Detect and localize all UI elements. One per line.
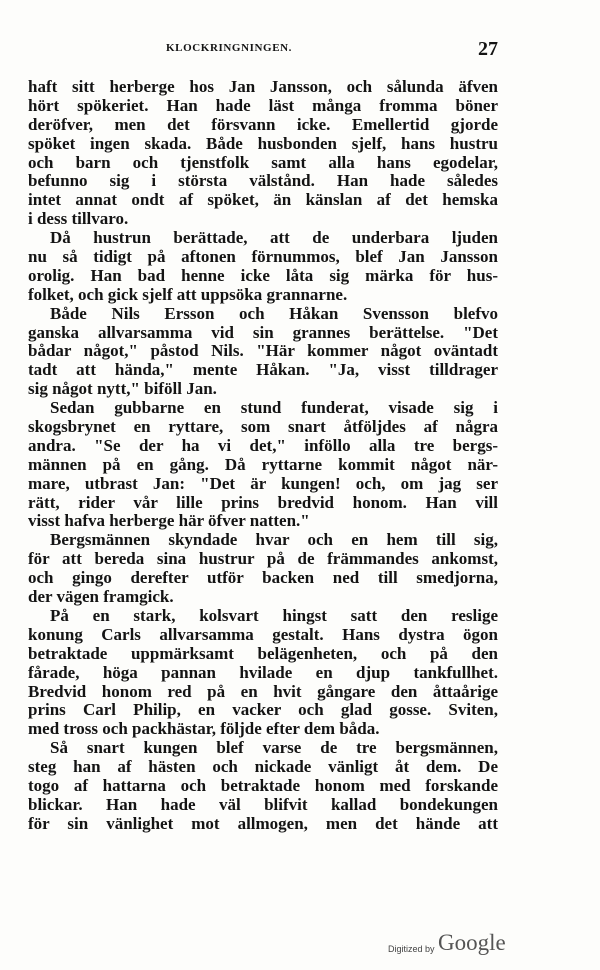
- text-line: blickar. Han hade väl blifvit kallad bondekungen: [28, 794, 498, 814]
- text-line: för sin vänlighet mot allmogen, men det hände att: [28, 813, 498, 833]
- text-line: der vägen framgick.: [28, 587, 174, 607]
- text-line: deröfver, men det försvann icke. Emellertid gjorde: [28, 114, 498, 134]
- body-text: [28, 78, 498, 834]
- text-line: haft sitt herberge hos Jan Jansson, och sålunda äfven: [28, 77, 498, 96]
- text-line: Så snart kungen blef varse de tre bergsmännen,: [50, 738, 498, 758]
- text-line: sig något nytt," biföll Jan.: [28, 379, 217, 399]
- text-line: konung Carls allvarsamma gestalt. Hans dystra ögon: [28, 624, 498, 644]
- google-logo: Google: [438, 930, 506, 955]
- text-line: togo af hattarna och betraktade honom med forskande: [28, 775, 498, 795]
- text-line: fårade, höga pannan hvilade en djup tankfullhet.: [28, 662, 498, 682]
- text-line: för att bereda sina hustrur på de främmandes ankomst,: [28, 549, 498, 569]
- text-line: Då hustrun berättade, att de underbara ljuden: [50, 228, 498, 248]
- text-line: Bergsmännen skyndade hvar och en hem till sig,: [50, 530, 498, 550]
- text-line: ganska allvarsamma vid sin grannes berättelse. "Det: [28, 322, 498, 342]
- digitized-by-label: Digitized by: [388, 944, 435, 954]
- text-line: och barn och tjenstfolk samt alla hans egodelar,: [28, 152, 498, 172]
- text-line: befunno sig i största välstånd. Han hade således: [28, 171, 498, 191]
- text-line: männen på en gång. Då ryttarne kommit något när-: [28, 454, 498, 474]
- text-line: betraktade uppmärksamt belägenheten, och på den: [28, 643, 498, 663]
- text-line: intet annat ondt af spöket, än känslan af det hemska: [28, 190, 498, 210]
- running-title: KLOCKRINGNINGEN.: [166, 42, 293, 54]
- text-line: spöket ingen skada. Både husbonden sjelf, hans hustru: [28, 133, 498, 153]
- text-line: På en stark, kolsvart hingst satt den reslige: [50, 605, 498, 625]
- text-line: Både Nils Ersson och Håkan Svensson blefvo: [50, 303, 498, 323]
- text-line: med tross och packhästar, följde efter dem båda.: [28, 719, 380, 739]
- page-number: 27: [478, 38, 498, 60]
- text-line: andra. "Se der ha vi det," inföllo alla tre bergs-: [28, 435, 498, 455]
- digitized-watermark: [388, 930, 518, 960]
- text-line: hört spökeriet. Han hade läst många fromma böner: [28, 95, 498, 115]
- text-line: bådar något," påstod Nils. "Här kommer något oväntadt: [28, 341, 498, 361]
- text-line: skogsbrynet en ryttare, som snart åtföljdes af några: [28, 417, 498, 437]
- text-line: rätt, rider vår lille prins bredvid honom. Han vill: [28, 492, 498, 512]
- text-line: i dess tillvaro.: [28, 209, 129, 229]
- text-line: steg han af hästen och nickade vänligt åt dem. De: [28, 757, 498, 777]
- text-line: tadt att hända," mente Håkan. "Ja, visst tilldrager: [28, 360, 498, 380]
- text-line: Sedan gubbarne en stund funderat, visade sig i: [50, 398, 498, 418]
- page-header: [28, 38, 498, 64]
- text-line: orolig. Han bad henne icke låta sig märka för hus-: [28, 265, 498, 285]
- text-line: Bredvid honom red på en hvit gångare den åttaårige: [28, 681, 498, 701]
- text-line: mare, utbrast Jan: "Det är kungen! och, om jag ser: [28, 473, 498, 493]
- text-line: visst hafva herberge här öfver natten.": [28, 511, 310, 531]
- text-line: prins Carl Philip, en vacker och glad gosse. Sviten,: [28, 700, 498, 720]
- text-line: folket, och gick sjelf att uppsöka grannarne.: [28, 284, 348, 304]
- text-line: nu så tidigt på aftonen förnummos, blef Jan Jansson: [28, 247, 498, 267]
- text-line: och gingo derefter utför backen ned till smedjorna,: [28, 568, 498, 588]
